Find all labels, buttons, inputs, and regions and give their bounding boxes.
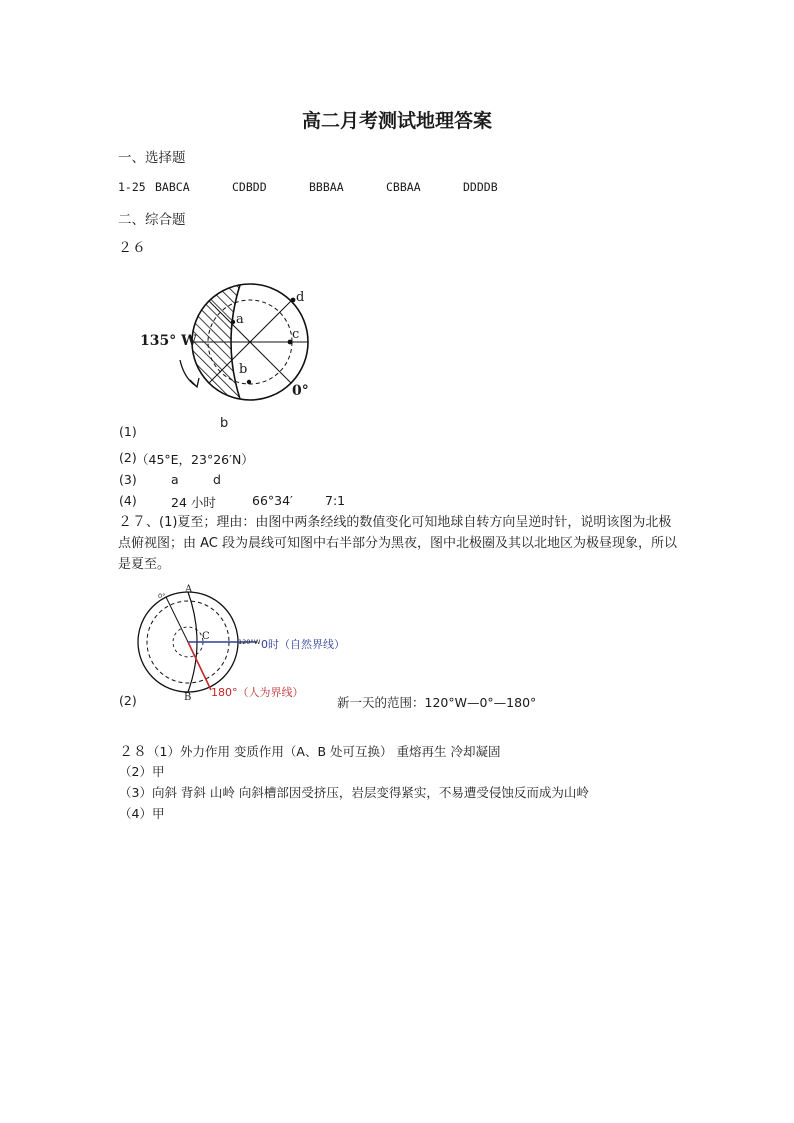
answer-group-3: BBBAA [309,180,344,194]
q28-part4: （4）甲 [119,806,165,821]
q28-number: ２８ [119,744,147,760]
section-heading-choice: 一、选择题 [118,150,186,166]
q26-part3-d: d [213,472,221,487]
q26-part3-num: (3) [119,472,137,487]
q27-label-0: 0° [158,592,166,600]
answer-group-5: DDDDB [463,180,498,194]
q26-part4-num: (4) [119,493,137,508]
label-135w: 135° W [140,333,197,349]
label-0-degree: 0° [292,383,309,399]
q26-part2-answer: （45°E，23°26′N） [136,452,254,467]
q26-part2-num: (2) [119,450,137,465]
label-c: c [292,327,300,342]
q26-part4-value1: 24 小时 [171,495,216,510]
q26-number: ２６ [118,240,146,256]
q28-part1-text: （1）外力作用 变质作用（A、B 处可互换） 重熔再生 冷却凝固 [147,744,501,759]
q27-label-natural-boundary: 0时（自然界线） [261,638,345,651]
q26-part4-value3: 7:1 [325,493,346,508]
page-title: 高二月考测试地理答案 [301,110,492,132]
q27-label-artificial-boundary: 180°（人为界线） [211,686,304,699]
q26-caption-b: b [220,416,229,431]
answer-group-2: CDBDD [232,180,267,194]
answer-group-4: CBBAA [386,180,421,194]
label-d: d [296,290,305,305]
q27-label-120: 120° [238,638,254,646]
answers-range-label: 1-25 [118,180,146,194]
answer-group-1: BABCA [155,180,190,194]
q28-part2: （2）甲 [119,764,165,779]
q27-part1-text: 、(1)夏至；理由：由图中两条经线的数值变化可知地球自转方向呈逆时针，说明该图为北极点俯视图；由 AC 段为晨线可知图中右半部分为黑夜，图中北极圈及其以北地区为极昼现象，所以是夏至。 [118,515,678,572]
q26-part3-a: a [171,472,179,487]
q27-label-A: A [185,584,193,595]
q27-number: ２７ [118,514,146,530]
q27-label-B: B [184,692,192,703]
q28-part3: （3）向斜 背斜 山岭 向斜槽部因受挤压，岩层变得紧实，不易遭受侵蚀反而成为山岭 [119,785,589,800]
q27-label-C: C [202,631,210,642]
q28-part1 [119,741,500,761]
q27-new-day-range: 新一天的范围：120°W—0°—180° [337,695,537,710]
q27-label-w: W [254,638,261,646]
q27-part2-num: (2) [119,693,137,708]
q26-part4-value2: 66°34′ [252,493,293,508]
q27-meridian-0 [166,597,188,642]
q26-part1-num: (1) [119,424,137,439]
section-heading-comprehensive: 二、综合题 [118,212,186,228]
label-a: a [236,312,244,327]
label-b: b [239,362,248,377]
